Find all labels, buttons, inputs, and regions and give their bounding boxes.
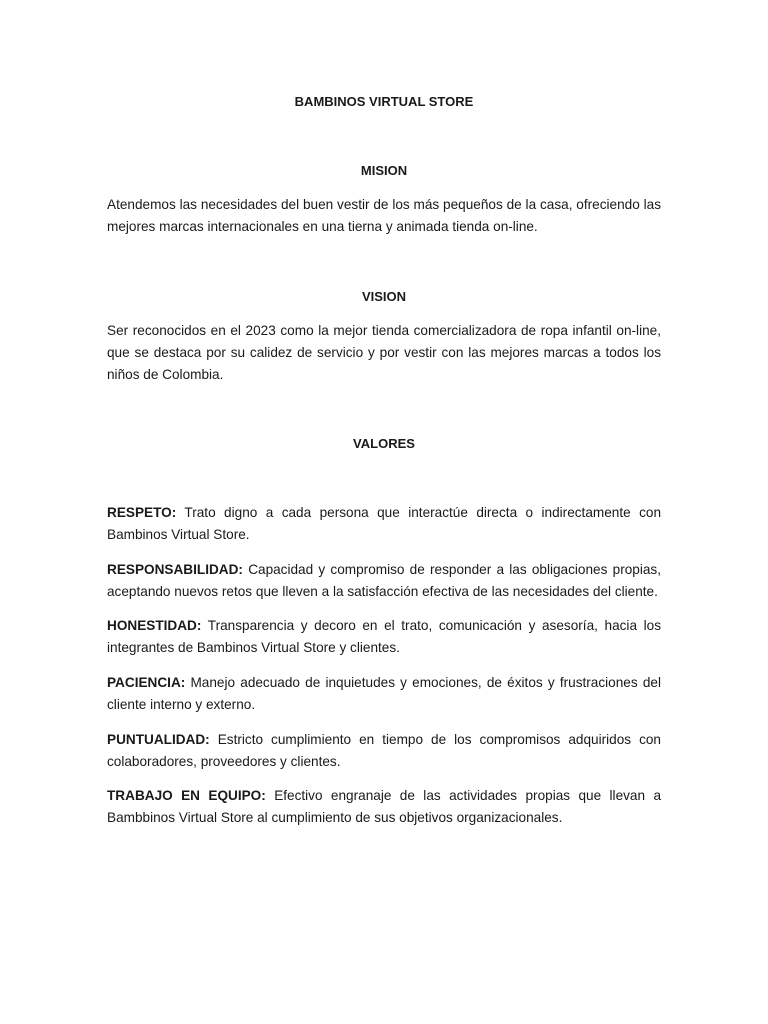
valor-term: RESPETO: — [107, 505, 177, 520]
valor-trabajo-en-equipo — [107, 785, 661, 829]
valor-description: Transparencia y decoro en el trato, comunicación y asesoría, hacia los integrantes de Bambinos Virtual Store y clientes. — [107, 618, 662, 655]
valor-term: PUNTUALIDAD: — [107, 732, 210, 747]
valor-term: TRABAJO EN EQUIPO: — [107, 788, 266, 803]
mision-heading: MISION — [360, 163, 408, 178]
valor-description: Estricto cumplimiento en tiempo de los compromisos adquiridos con colaboradores, proveedores y clientes. — [107, 732, 661, 769]
document-title: BAMBINOS VIRTUAL STORE — [294, 94, 474, 109]
vision-heading: VISION — [361, 289, 407, 304]
valor-respeto — [107, 502, 661, 546]
mision-text: Atendemos las necesidades del buen vestir de los más pequeños de la casa, ofreciendo las mejores marcas internacionales en una tierna y animada tienda on-line. — [107, 197, 661, 234]
valor-responsabilidad — [107, 559, 661, 603]
vision-text: Ser reconocidos en el 2023 como la mejor tienda comercializadora de ropa infantil on-line, que se destaca por su calidez de servicio y por vestir con las mejores marcas a todos los niños de Colombia. — [107, 323, 661, 382]
valor-description: Manejo adecuado de inquietudes y emociones, de éxitos y frustraciones del cliente interno y externo. — [107, 675, 661, 712]
valor-description: Capacidad y compromiso de responder a las obligaciones propias, aceptando nuevos retos que lleven a la satisfacción efectiva de las necesidades del cliente. — [107, 562, 661, 599]
valor-puntualidad — [107, 729, 661, 773]
valor-term: RESPONSABILIDAD: — [107, 562, 243, 577]
valor-term: PACIENCIA: — [107, 675, 186, 690]
valor-term: HONESTIDAD: — [107, 618, 202, 633]
valores-heading: VALORES — [353, 436, 415, 451]
valor-description: Trato digno a cada persona que interactúe directa o indirectamente con Bambinos Virtual Store. — [107, 505, 662, 542]
valor-paciencia — [107, 672, 661, 716]
valor-honestidad — [107, 615, 661, 659]
valor-description: Efectivo engranaje de las actividades propias que llevan a Bambbinos Virtual Store al cumplimiento de sus objetivos organizacionales. — [107, 788, 662, 825]
